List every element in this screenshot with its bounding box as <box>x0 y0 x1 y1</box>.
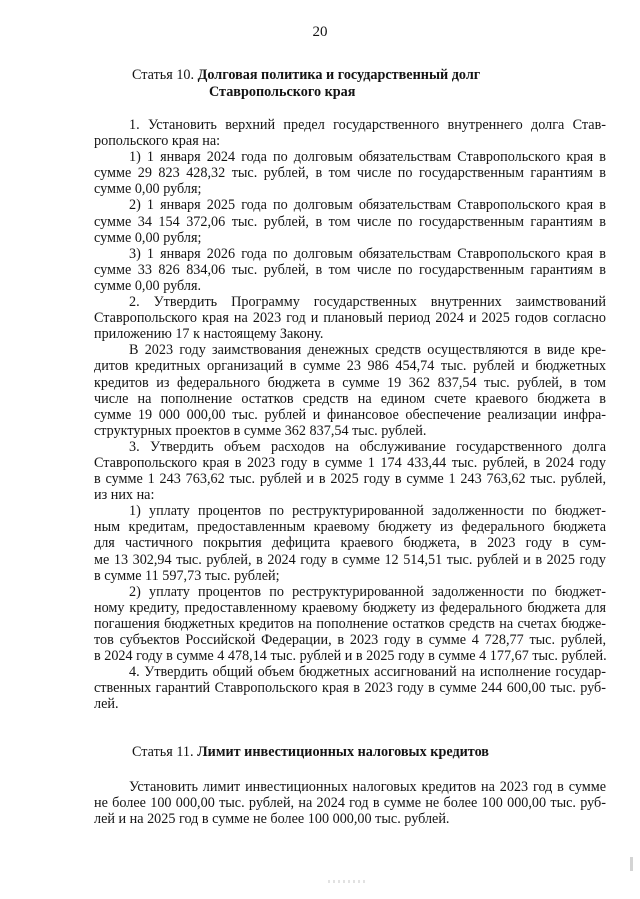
paragraph-line: приложению 17 к настоящему Закону. <box>94 326 324 343</box>
article-10-body <box>94 117 606 712</box>
paragraph-line: ме 13 302,94 тыс. рублей, в 2024 году в сумме 12 514,51 тыс. рублей и в 2025 году <box>94 551 606 568</box>
article-10-title-line2: Ставропольского края <box>209 83 356 100</box>
paragraph-line: кредитов из федерального бюджета в сумме 19 362 837,54 тыс. рублей, в том <box>94 374 606 391</box>
paragraph-line: погашения бюджетных кредитов на пополнение остатков средств на счетах бюдже- <box>94 615 606 632</box>
paragraph-line: не более 100 000,00 тыс. рублей, на 2024 год в сумме не более 100 000,00 тыс. руб- <box>94 795 606 812</box>
paragraph-line: ственных гарантий Ставропольского края в 2023 году в сумме 244 600,00 тыс. руб- <box>94 680 606 697</box>
article-10-label: Статья 10. <box>132 67 195 83</box>
paragraph-line: в 2024 году в сумме 4 478,14 тыс. рублей и в 2025 году в сумме 4 177,67 тыс. рублей. <box>94 648 607 665</box>
paragraph-line: лей. <box>94 696 119 713</box>
paragraph-line: Установить лимит инвестиционных налоговых кредитов на 2023 год в сумме <box>129 779 606 795</box>
paragraph-line: ному кредиту, предоставленному краевому бюджету из федерального бюджета для <box>94 599 606 616</box>
paragraph-line: Ставропольского края на 2023 год и плановый период 2024 и 2025 годов согласно <box>94 310 606 327</box>
paragraph-line: 1) 1 января 2024 года по долговым обязательствам Ставропольского края в <box>129 149 606 166</box>
paragraph-line: тов субъектов Российской Федерации, в 2023 году в сумме 4 728,77 тыс. рублей, <box>94 632 606 648</box>
paragraph-line: структурных проектов в сумме 362 837,54 тыс. рублей. <box>94 422 427 439</box>
paragraph-line: сумме 19 000 000,00 тыс. рублей и финансовое обеспечение реализации инфра- <box>94 406 606 423</box>
paragraph-line: сумме 0,00 рубля; <box>94 181 202 198</box>
paragraph-line: 2) 1 января 2025 года по долговым обязательствам Ставропольского края в <box>129 197 606 214</box>
paragraph-line: Ставропольского края в 2023 году в сумме 1 174 433,44 тыс. рублей, в 2024 году <box>94 454 606 471</box>
article-11-label: Статья 11. <box>132 744 194 760</box>
paragraph-line: для частичного покрытия дефицита краевого бюджета, в 2023 году в сум- <box>94 535 606 552</box>
page-number: 20 <box>312 24 328 40</box>
paragraph-line: 3) 1 января 2026 года по долговым обязательствам Ставропольского края в <box>129 245 606 262</box>
scan-noise <box>328 880 368 883</box>
paragraph-line: сумме 0,00 рубля; <box>94 229 202 246</box>
paragraph-line: 2. Утвердить Программу государственных внутренних заимствований <box>129 294 606 311</box>
scan-edge-mark <box>630 857 633 871</box>
paragraph-line: В 2023 году заимствования денежных средств осуществляются в виде кре- <box>129 342 606 359</box>
article-10-heading <box>132 67 480 100</box>
paragraph-line: 4. Утвердить общий объем бюджетных ассигнований на исполнение государ- <box>129 664 606 681</box>
paragraph-line: 1) уплату процентов по реструктурированной задолженности по бюджет- <box>129 503 606 520</box>
paragraph-line: дитов кредитных организаций в сумме 23 986 454,74 тыс. рублей и бюджетных <box>94 358 606 375</box>
article-11-heading <box>132 744 489 761</box>
article-10-title-line1: Долговая политика и государственный долг <box>197 67 481 83</box>
paragraph-line: 1. Установить верхний предел государственного внутреннего долга Став- <box>129 117 606 133</box>
paragraph-line: сумме 29 823 428,32 тыс. рублей, в том числе по государственным гарантиям в <box>94 165 606 182</box>
paragraph-line: ным кредитам, предоставленным краевому бюджету из федерального бюджета <box>94 519 606 536</box>
paragraph-line: сумме 33 826 834,06 тыс. рублей, в том числе по государственным гарантиям в <box>94 261 606 278</box>
paragraph-line: лей и на 2025 год в сумме не более 100 000,00 тыс. рублей. <box>94 811 450 828</box>
paragraph-line: в сумме 11 597,73 тыс. рублей; <box>94 567 280 584</box>
paragraph-line: сумме 34 154 372,06 тыс. рублей, в том числе по государственным гарантиям в <box>94 213 606 230</box>
paragraph-line: 3. Утвердить объем расходов на обслуживание государственного долга <box>129 438 606 455</box>
paragraph-line: 2) уплату процентов по реструктурированной задолженности по бюджет- <box>129 583 606 600</box>
paragraph-line: в сумме 1 243 763,62 тыс. рублей и в 2025 году в сумме 1 243 763,62 тыс. рублей, <box>94 471 606 488</box>
article-11-body <box>94 779 606 827</box>
paragraph-line: числе на пополнение остатков средств на едином счете краевого бюджета в <box>94 390 606 407</box>
paragraph-line: сумме 0,00 рубля. <box>94 277 202 294</box>
paragraph-line: ропольского края на: <box>94 133 221 150</box>
paragraph-line: из них на: <box>94 487 155 504</box>
article-11-title: Лимит инвестиционных налоговых кредитов <box>197 744 489 760</box>
